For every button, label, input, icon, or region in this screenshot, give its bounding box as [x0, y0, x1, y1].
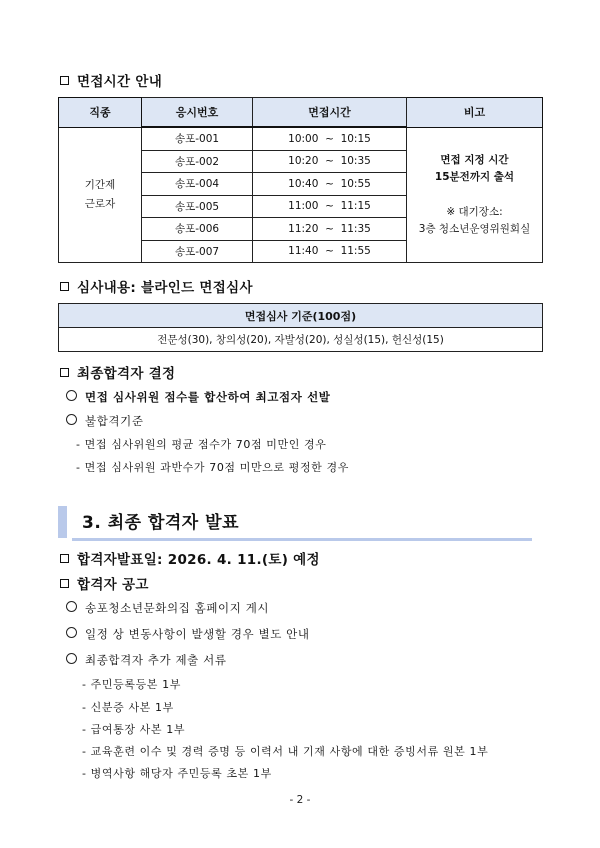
heading-text: 합격자 공고	[77, 577, 149, 593]
criteria-value: 전문성(30), 창의성(20), 자발성(20), 성실성(15), 헌신성(15)	[59, 328, 543, 352]
item-text: 최종합격자 추가 제출 서류	[85, 653, 227, 667]
criteria-header: 면접심사 기준(100점)	[59, 304, 543, 328]
announce-date	[60, 548, 320, 568]
col-job-type: 직종	[59, 98, 142, 128]
review-criteria-table	[58, 303, 543, 352]
checkbox-bullet-icon	[60, 554, 69, 563]
fail-criteria-1: - 면접 심사위원의 평균 점수가 70점 미만인 경우	[76, 438, 327, 451]
interview-schedule-table	[58, 97, 543, 263]
heading-text: 심사내용: 블라인드 면접심사	[77, 280, 253, 296]
document-item: - 주민등록등본 1부	[82, 678, 181, 691]
heading-final-decision	[60, 362, 175, 382]
circle-bullet-icon	[66, 627, 77, 638]
interview-time: 11:00 ~ 11:15	[253, 195, 407, 218]
decision-item-2	[66, 413, 144, 429]
heading-review	[60, 276, 253, 296]
circle-bullet-icon	[66, 653, 77, 664]
applicant-no: 송포-002	[142, 150, 253, 173]
note-line4: 3층 청소년운영위원회실	[418, 222, 531, 235]
document-item: - 신분증 사본 1부	[82, 701, 174, 714]
document-item: - 교육훈련 이수 및 경력 증명 등 이력서 내 기재 사항에 대한 증빙서류 원본 1부	[82, 745, 489, 758]
circle-bullet-icon	[66, 390, 77, 401]
decision-item-1	[66, 389, 331, 405]
interview-time: 10:00 ~ 10:15	[253, 127, 407, 150]
item-text: 송포청소년문화의집 홈페이지 게시	[85, 601, 270, 615]
heading-text: 합격자발표일: 2026. 4. 11.(토) 예정	[77, 552, 320, 568]
heading-interview-time	[60, 70, 162, 90]
interview-time: 10:20 ~ 10:35	[253, 150, 407, 173]
section-underline	[72, 538, 532, 541]
table-header-row	[59, 98, 543, 128]
table-row	[59, 127, 543, 150]
col-remarks: 비고	[407, 98, 543, 128]
item-text: 면접 심사위원 점수를 합산하여 최고점자 선발	[85, 390, 331, 404]
notice-item-3	[66, 652, 227, 668]
applicant-no: 송포-001	[142, 127, 253, 150]
item-text: 불합격기준	[85, 414, 144, 428]
document-item: - 급여통장 사본 1부	[82, 723, 186, 736]
interview-time: 11:20 ~ 11:35	[253, 218, 407, 241]
document-item: - 병역사항 해당자 주민등록 초본 1부	[82, 767, 272, 780]
section-accent-bar	[58, 506, 67, 538]
remarks-cell	[407, 127, 543, 263]
note-line1: 면접 지정 시간	[440, 153, 509, 166]
notice-item-2	[66, 626, 310, 642]
note-line3: ※ 대기장소:	[446, 205, 503, 218]
interview-time: 11:40 ~ 11:55	[253, 240, 407, 263]
applicant-no: 송포-007	[142, 240, 253, 263]
applicant-no: 송포-005	[142, 195, 253, 218]
heading-text: 면접시간 안내	[77, 74, 163, 90]
section3-title: 3. 최종 합격자 발표	[82, 513, 239, 533]
circle-bullet-icon	[66, 601, 77, 612]
applicant-no: 송포-004	[142, 173, 253, 196]
circle-bullet-icon	[66, 414, 77, 425]
notice-item-1	[66, 600, 269, 616]
checkbox-bullet-icon	[60, 76, 69, 85]
col-interview-time: 면접시간	[253, 98, 407, 128]
checkbox-bullet-icon	[60, 579, 69, 588]
col-applicant-no: 응시번호	[142, 98, 253, 128]
item-text: 일정 상 변동사항이 발생할 경우 별도 안내	[85, 627, 310, 641]
job-type-line2: 근로자	[84, 197, 116, 210]
page-number: - 2 -	[289, 794, 311, 806]
job-type-cell	[59, 127, 142, 263]
heading-notice	[60, 573, 149, 593]
interview-time: 10:40 ~ 10:55	[253, 173, 407, 196]
heading-text: 최종합격자 결정	[77, 366, 176, 382]
checkbox-bullet-icon	[60, 282, 69, 291]
note-line2: 15분전까지 출석	[434, 170, 515, 183]
fail-criteria-2: - 면접 심사위원 과반수가 70점 미만으로 평정한 경우	[76, 461, 349, 474]
job-type-line1: 기간제	[84, 178, 116, 191]
applicant-no: 송포-006	[142, 218, 253, 241]
checkbox-bullet-icon	[60, 368, 69, 377]
